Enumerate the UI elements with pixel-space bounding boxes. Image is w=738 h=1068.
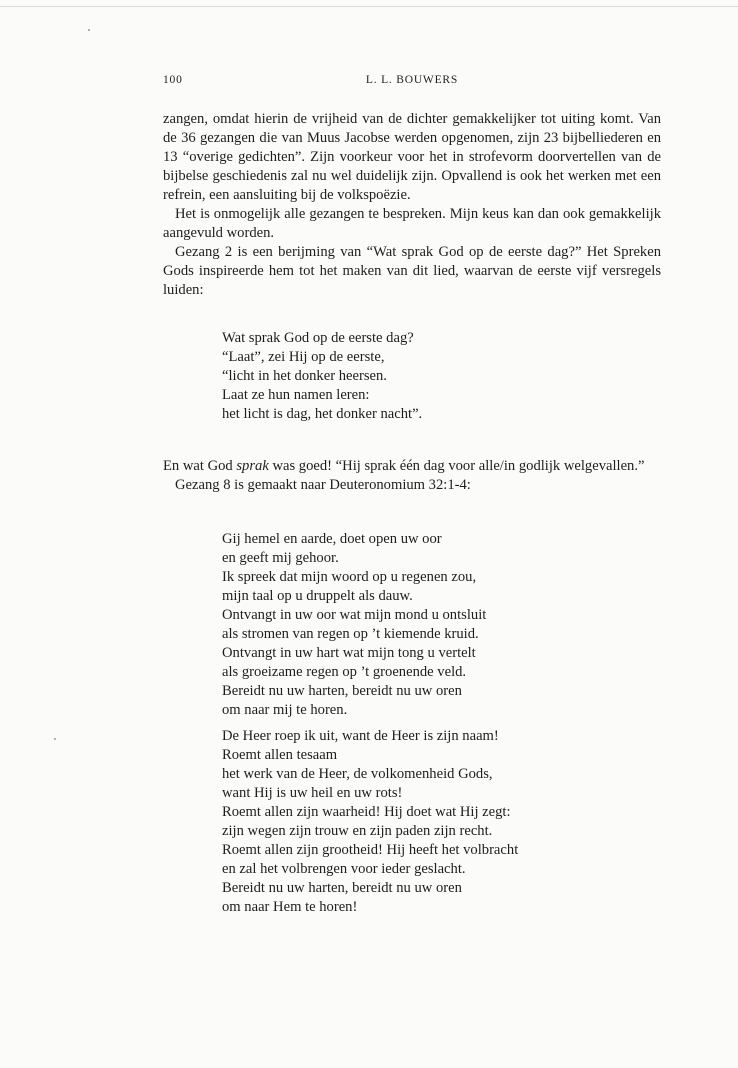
paragraph	[163, 457, 661, 476]
verse-line: als groeizame regen op ’t groenende veld.	[222, 664, 467, 680]
verse-line: om naar mij te horen.	[222, 702, 348, 718]
verse-line: Roemt allen zijn waarheid! Hij doet wat Hij zegt:	[222, 804, 511, 820]
verse-line: het werk van de Heer, de volkomenheid Gods,	[222, 766, 493, 782]
verse-line: en zal het volbrengen voor ieder geslacht.	[222, 861, 466, 877]
verse-gezang-8-stanza-2	[222, 727, 518, 917]
running-head: L. L. BOUWERS	[365, 74, 459, 86]
verse-gezang-2	[222, 329, 422, 424]
verse-line: en geeft mij gehoor.	[222, 550, 339, 566]
page-number: 100	[163, 74, 183, 86]
paragraph: Het is onmogelijk alle gezangen te bespreken. Mijn keus kan dan ook gemakkelijk aangevuld worden.	[163, 206, 661, 241]
paper-speck	[54, 738, 56, 740]
verse-line: Gij hemel en aarde, doet open uw oor	[222, 531, 442, 547]
page-edge-rule	[0, 6, 738, 7]
verse-line: Ik spreek dat mijn woord op u regenen zou,	[222, 569, 477, 585]
verse-line: Roemt allen zijn grootheid! Hij heeft het volbracht	[222, 842, 519, 858]
verse-line: “Laat”, zei Hij op de eerste,	[222, 349, 385, 365]
text-run: En wat God	[163, 458, 237, 474]
verse-line: want Hij is uw heil en uw rots!	[222, 785, 403, 801]
text-block-2	[163, 457, 661, 495]
verse-line: Ontvangt in uw hart wat mijn tong u vertelt	[222, 645, 476, 661]
emphasis: sprak	[236, 458, 269, 474]
page-header	[163, 74, 661, 92]
verse-line: het licht is dag, het donker nacht”.	[222, 406, 423, 422]
verse-line: zijn wegen zijn trouw en zijn paden zijn recht.	[222, 823, 493, 839]
paper-speck	[88, 29, 90, 31]
text-block-1	[163, 110, 661, 300]
paragraph: Gezang 2 is een berijming van “Wat sprak God op de eerste dag?” Het Spreken Gods inspireerde hem tot het maken van dit lied, waarvan de eerste vijf versregels luiden:	[163, 244, 661, 298]
verse-line: Ontvangt in uw oor wat mijn mond u ontsluit	[222, 607, 487, 623]
text-run: was goed! “Hij sprak één dag voor alle/in godlijk welgevallen.”	[268, 458, 645, 474]
verse-line: Roemt allen tesaam	[222, 747, 338, 763]
paragraph: Gezang 8 is gemaakt naar Deuteronomium 32:1-4:	[175, 477, 471, 493]
paragraph: zangen, omdat hierin de vrijheid van de dichter gemakkelijker tot uiting komt. Van de 36 gezangen die van Muus Jacobse werden opgenomen, zijn 23 bijbelliederen en 13 “overige gedichten”. Zijn voorkeur voor het in strofevorm doorvertellen van de bijbelse geschiedenis zal nu wel duidelijk zijn. Opvallend is ook het werken met een refrein, een aansluiting bij de volkspoëzie.	[163, 111, 661, 203]
verse-line: als stromen van regen op ’t kiemende kruid.	[222, 626, 479, 642]
verse-line: Laat ze hun namen leren:	[222, 387, 370, 403]
verse-line: “licht in het donker heersen.	[222, 368, 387, 384]
verse-gezang-8-stanza-1	[222, 530, 486, 720]
verse-line: om naar Hem te horen!	[222, 899, 358, 915]
verse-line: Bereidt nu uw harten, bereidt nu uw oren	[222, 683, 462, 699]
verse-line: Wat sprak God op de eerste dag?	[222, 330, 414, 346]
verse-line: Bereidt nu uw harten, bereidt nu uw oren	[222, 880, 462, 896]
verse-line: mijn taal op u druppelt als dauw.	[222, 588, 413, 604]
verse-line: De Heer roep ik uit, want de Heer is zijn naam!	[222, 728, 499, 744]
